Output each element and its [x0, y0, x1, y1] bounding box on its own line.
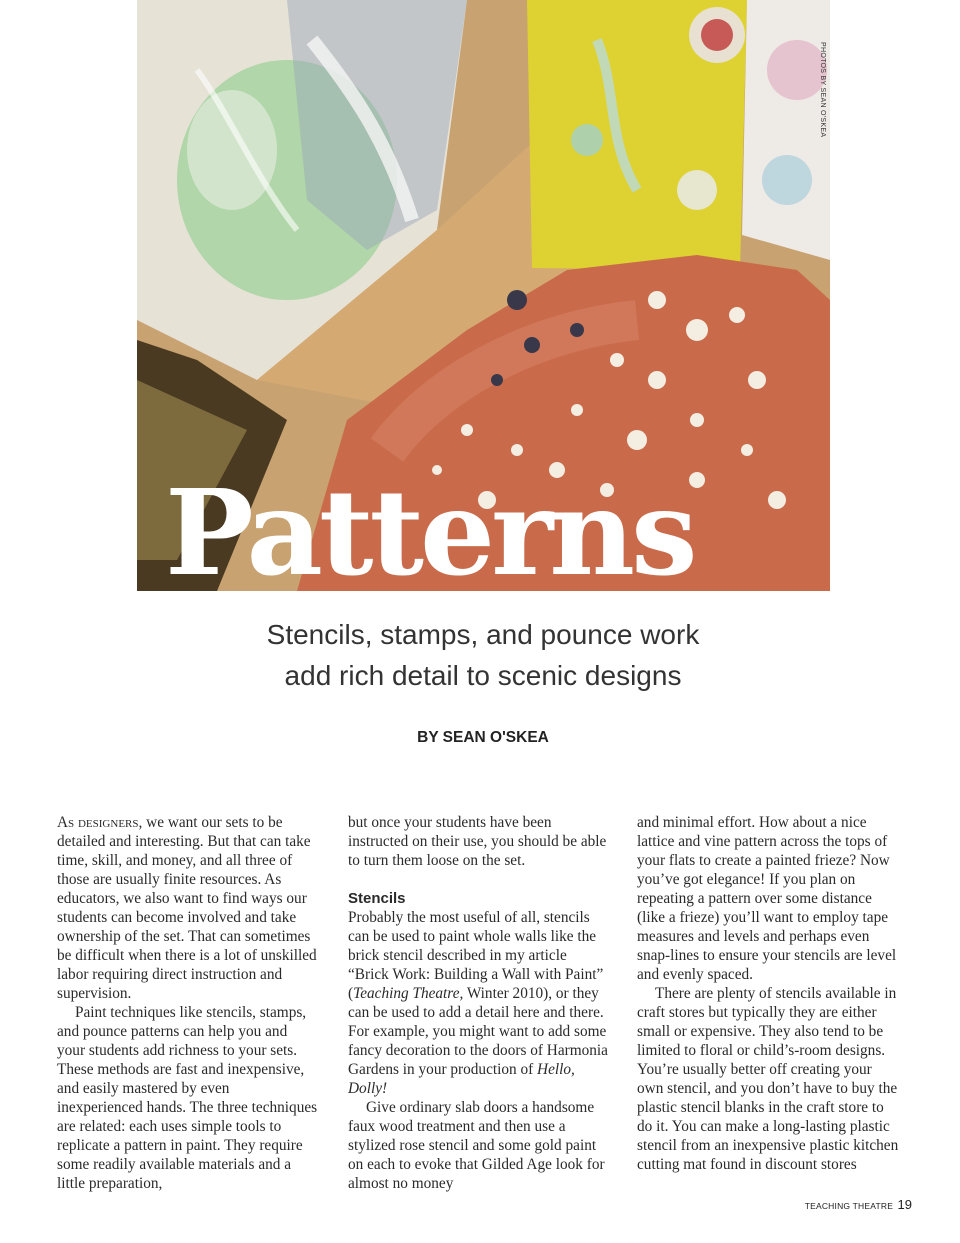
photo-credit: PHOTOS BY SEAN O'SKEA: [819, 42, 826, 138]
paragraph: Paint techniques like stencils, stamps, and pounce patterns can help you and your students add richness to your sets. These methods are fast and inexpensive, and easily mastered by even inexperienced hands. The three techniques are related: each uses simple tools to replicate a pattern in paint. They require some readily available materials and a little preparation,: [57, 1004, 318, 1192]
paragraph-text: Probably the most useful of all, stencils can be used to paint whole walls like the brick stencil described in my article “Brick Work: Building a Wall with Paint” (: [348, 909, 604, 1002]
column-2: [348, 813, 610, 1193]
deck-line-1: Stencils, stamps, and pounce work: [266, 619, 700, 650]
column-3: [637, 813, 899, 1174]
page-number: 19: [897, 1197, 912, 1212]
deck-line-2: add rich detail to scenic designs: [284, 660, 682, 691]
page-footer: [700, 1196, 912, 1214]
section-heading: Stencils: [348, 890, 406, 907]
paragraph: Give ordinary slab doors a handsome faux wood treatment and then use a stylized rose stencil and some gold paint on each to evoke that Gilded Age look for almost no money: [348, 1099, 605, 1192]
paragraph-text: Winter 2010), or they can be used to add a detail here and there. For example, you might want to add some fancy decoration to the doors of Harmonia Gardens in your production of: [348, 985, 608, 1078]
paragraph: and minimal effort. How about a nice lattice and vine pattern across the tops of your flats to create a painted frieze? Now you’ve got elegance! If you plan on repeating a pattern over some distance (like a frieze) you’ll want to employ tape measures and levels and perhaps even snap-lines to ensure your stencils are level and evenly spaced.: [637, 814, 897, 983]
paragraph: but once your students have been instructed on their use, you should be able to turn them loose on the set.: [348, 814, 607, 869]
paragraph-text: we want our sets to be detailed and interesting. But that can take time, skill, and money, and all three of those are usually finite resources. As educators, we also want to find ways our students can become involved and take ownership of the set. That can sometimes be difficult when there is a lot of unskilled labor requiring direct instruction and supervision.: [57, 814, 317, 1002]
column-1: [57, 813, 319, 1193]
headline: Patterns: [165, 463, 694, 602]
lead-in: As designers,: [57, 814, 143, 831]
paragraph: There are plenty of stencils available in craft stores but typically they are either small or expensive. They also tend to be limited to floral or child’s-room designs. You’re usually better off creating your own stencil, and you don’t have to buy the plastic stencil blanks in the craft store to do it. You can make a long-lasting plastic stencil from an inexpensive plastic kitchen cutting mat found in discount stores: [637, 985, 899, 1173]
deck-subtitle: [140, 614, 826, 696]
byline: BY SEAN O'SKEA: [417, 729, 549, 746]
production-title: Hello, Dolly!: [348, 1061, 575, 1097]
magazine-name: TEACHING THEATRE: [804, 1201, 894, 1211]
publication-title: Teaching Theatre,: [353, 985, 464, 1002]
paragraph: [57, 813, 319, 1003]
paragraph: [348, 908, 610, 1098]
